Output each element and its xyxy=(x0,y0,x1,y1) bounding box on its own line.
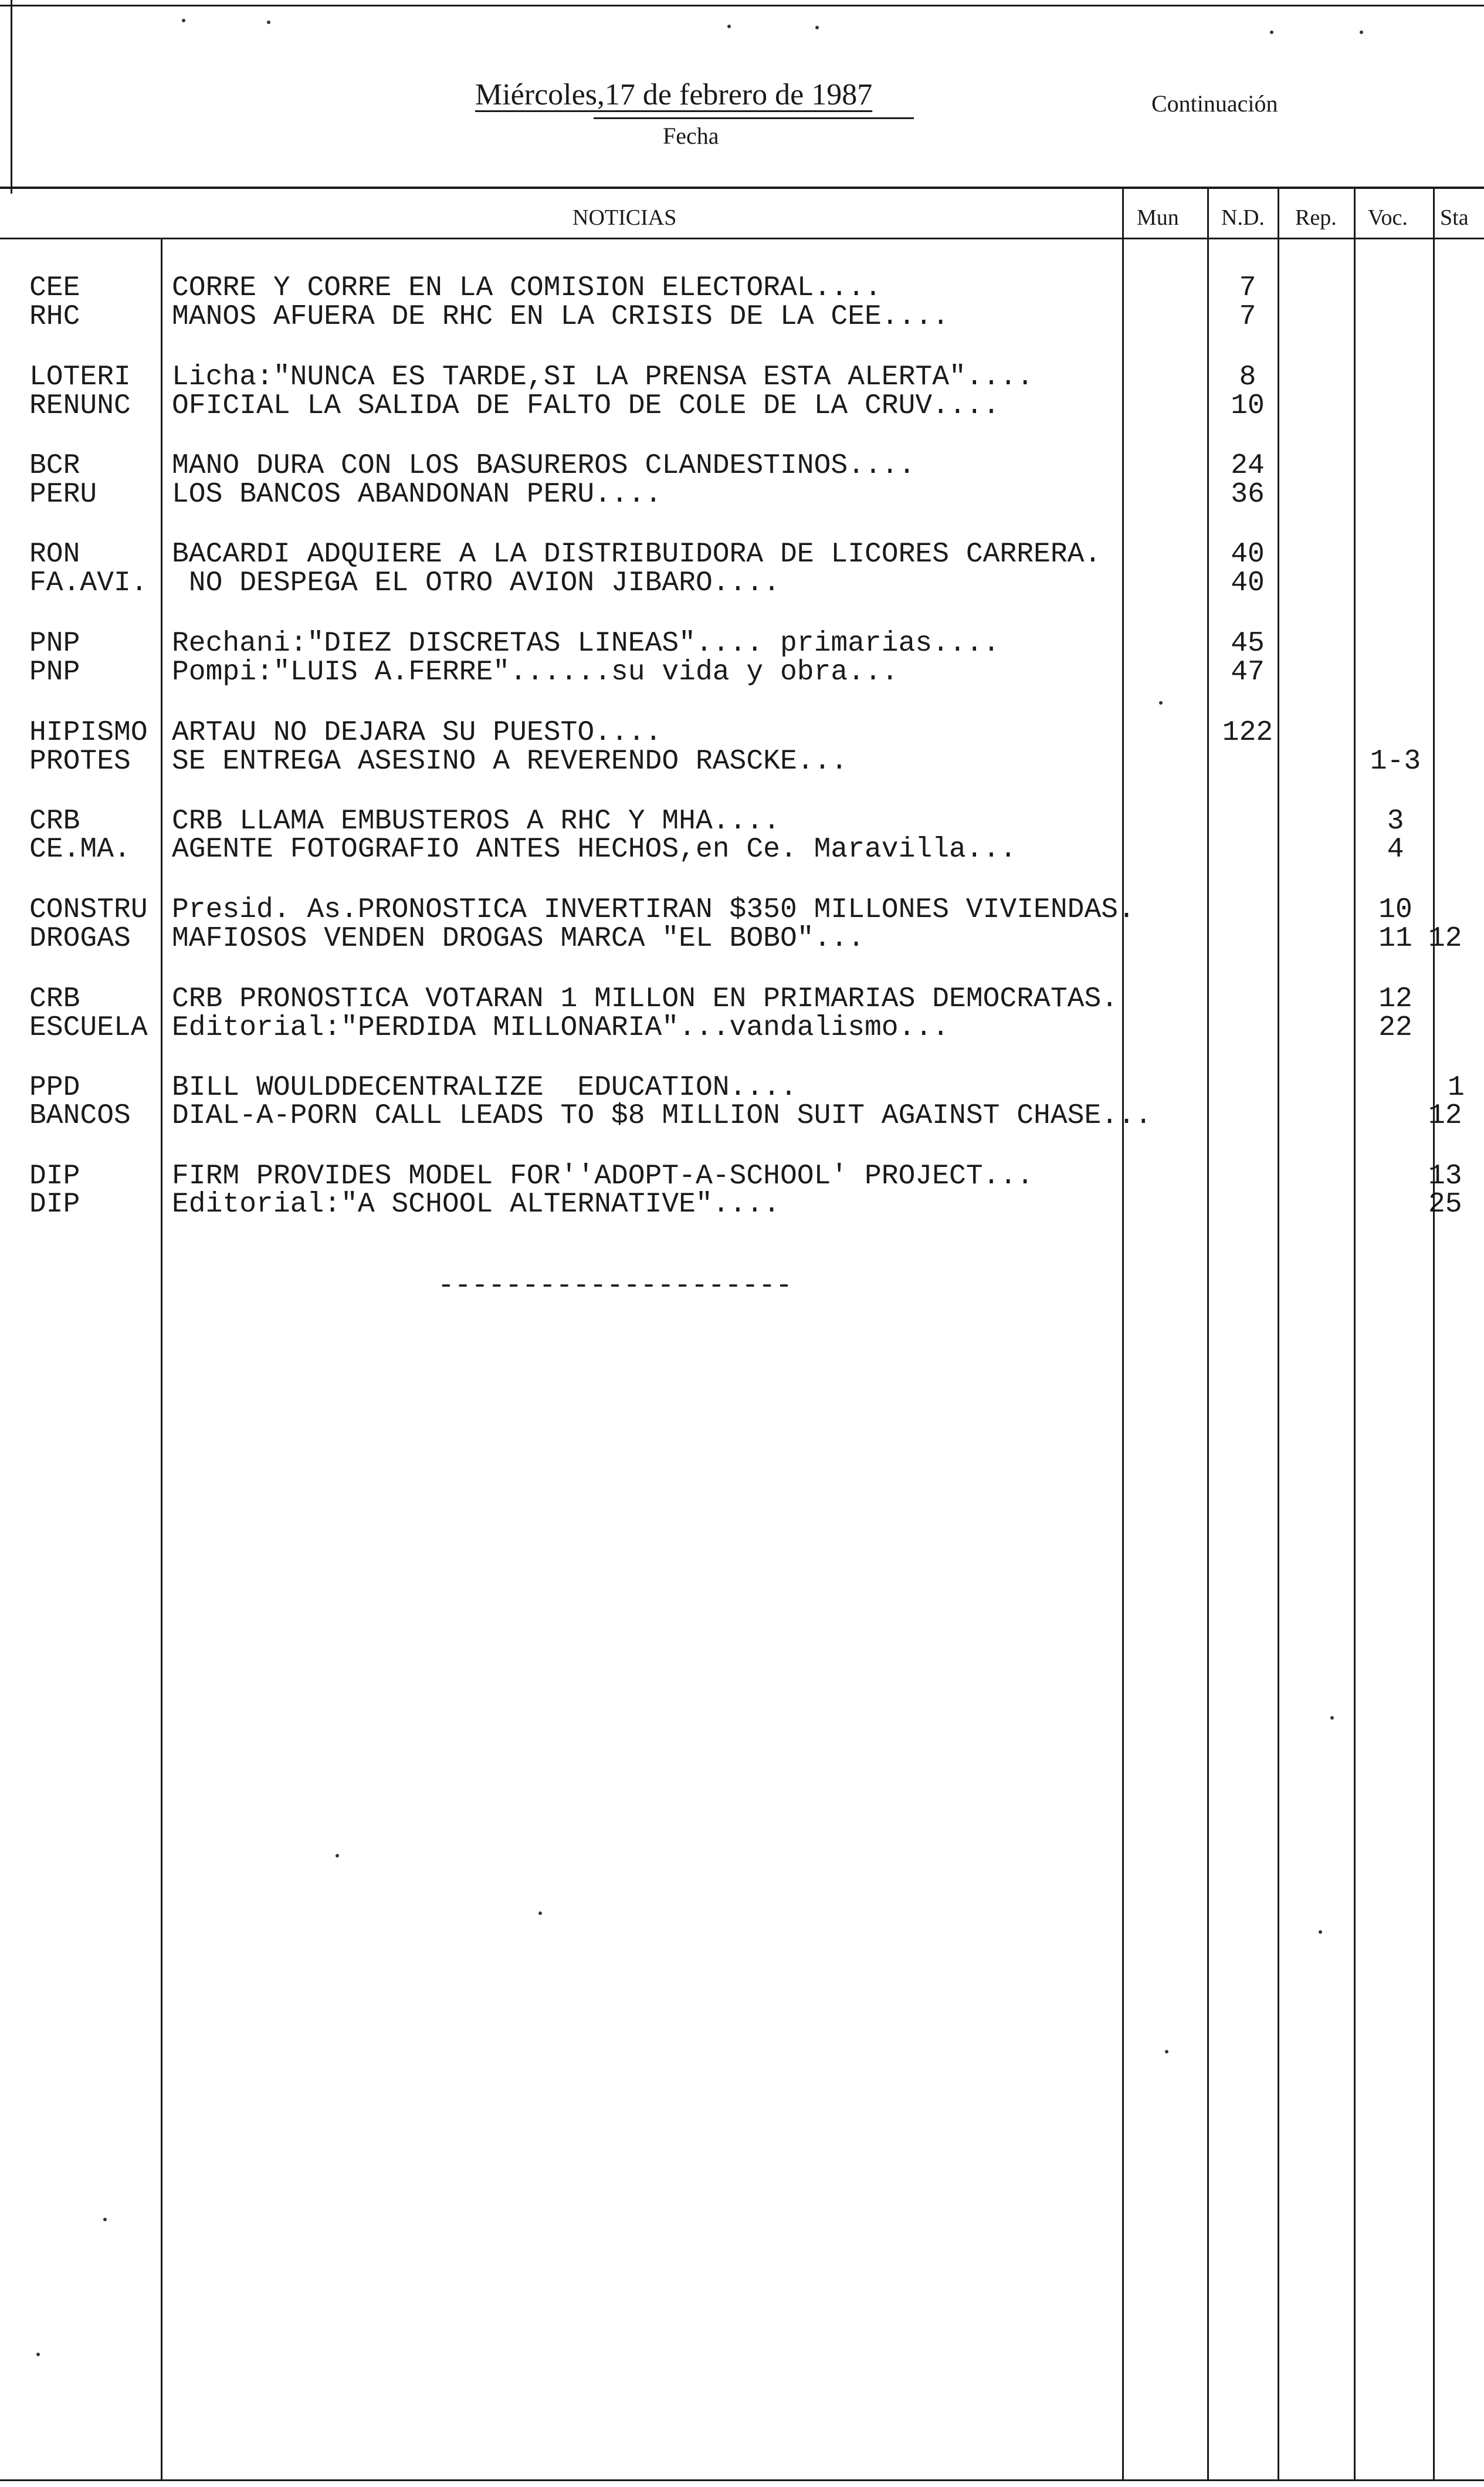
row-code: PPD xyxy=(29,1072,80,1104)
column-header-mun: Mun xyxy=(1137,205,1179,230)
row-nd: 40 xyxy=(1231,539,1265,570)
row-headline: BILL WOULDDECENTRALIZE EDUCATION.... xyxy=(172,1072,797,1104)
scan-speck xyxy=(815,26,819,29)
row-sta: 12 xyxy=(1428,923,1462,955)
scan-speck xyxy=(36,2353,40,2356)
row-code: LOTERI xyxy=(29,361,131,393)
row-nd: 47 xyxy=(1231,657,1265,688)
row-code: RHC xyxy=(29,301,80,333)
row-voc: 22 xyxy=(1378,1012,1412,1044)
column-header-rep: Rep. xyxy=(1295,205,1337,230)
scan-speck xyxy=(1270,31,1273,34)
scan-speck xyxy=(336,1854,339,1857)
row-headline: Rechani:"DIEZ DISCRETAS LINEAS".... primarias.... xyxy=(172,628,1000,659)
scan-speck xyxy=(538,1911,542,1915)
row-code: DROGAS xyxy=(29,923,131,955)
row-sta: 25 xyxy=(1428,1189,1462,1220)
row-nd: 36 xyxy=(1231,479,1265,510)
scan-speck xyxy=(1330,1716,1334,1720)
row-headline: SE ENTREGA ASESINO A REVERENDO RASCKE... xyxy=(172,746,848,777)
row-nd: 24 xyxy=(1231,450,1265,482)
row-code: PROTES xyxy=(29,746,131,777)
row-nd: 45 xyxy=(1231,628,1265,659)
row-headline: Editorial:"PERDIDA MILLONARIA"...vandalismo... xyxy=(172,1012,950,1044)
row-code: HIPISMO xyxy=(29,717,148,749)
date-underline xyxy=(594,117,914,119)
row-code: CRB xyxy=(29,983,80,1015)
end-rule: --------------------- xyxy=(438,1270,792,1302)
row-headline: ARTAU NO DEJARA SU PUESTO.... xyxy=(172,717,662,749)
scan-speck xyxy=(103,2218,107,2221)
row-sta: 13 xyxy=(1428,1160,1462,1192)
row-headline: Presid. As.PRONOSTICA INVERTIRAN $350 MILLONES VIVIENDAS. xyxy=(172,894,1135,926)
scan-speck xyxy=(182,19,185,22)
code-column-rule xyxy=(161,239,162,2481)
column-header-noticias: NOTICIAS xyxy=(572,205,677,230)
row-nd: 10 xyxy=(1231,390,1265,422)
column-header-nd: N.D. xyxy=(1221,205,1265,230)
row-voc: 3 xyxy=(1387,806,1404,837)
row-code: DIP xyxy=(29,1189,80,1220)
row-nd: 8 xyxy=(1239,361,1256,393)
scan-speck xyxy=(267,21,270,24)
row-voc: 1-3 xyxy=(1370,746,1421,777)
voc-column-rule-left xyxy=(1354,189,1356,2481)
row-headline: Pompi:"LUIS A.FERRE"......su vida y obra... xyxy=(172,657,899,688)
row-headline: Licha:"NUNCA ES TARDE,SI LA PRENSA ESTA ALERTA".... xyxy=(172,361,1034,393)
column-header-voc: Voc. xyxy=(1368,205,1408,230)
scan-speck xyxy=(1159,701,1163,705)
row-code: RENUNC xyxy=(29,390,131,422)
scan-speck xyxy=(1360,31,1363,34)
row-headline: FIRM PROVIDES MODEL FOR''ADOPT-A-SCHOOL' PROJECT... xyxy=(172,1160,1034,1192)
row-nd: 7 xyxy=(1239,272,1256,304)
row-voc: 10 xyxy=(1378,894,1412,926)
scan-speck xyxy=(727,25,731,28)
scan-speck xyxy=(1165,2050,1168,2053)
row-code: PNP xyxy=(29,628,80,659)
scan-speck xyxy=(1319,1930,1322,1934)
continuation-label: Continuación xyxy=(1151,90,1278,117)
row-headline: LOS BANCOS ABANDONAN PERU.... xyxy=(172,479,662,510)
row-headline: DIAL-A-PORN CALL LEADS TO $8 MILLION SUIT AGAINST CHASE... xyxy=(172,1100,1152,1132)
row-code: PERU xyxy=(29,479,97,510)
row-sta: 12 xyxy=(1428,1100,1462,1132)
row-nd: 40 xyxy=(1231,567,1265,599)
row-headline: OFICIAL LA SALIDA DE FALTO DE COLE DE LA CRUV.... xyxy=(172,390,1000,422)
row-headline: Editorial:"A SCHOOL ALTERNATIVE".... xyxy=(172,1189,780,1220)
nd-column-rule-left xyxy=(1207,189,1209,2481)
row-code: FA.AVI. xyxy=(29,567,148,599)
row-headline: MAFIOSOS VENDEN DROGAS MARCA "EL BOBO"... xyxy=(172,923,865,955)
column-header-sta: Sta xyxy=(1440,205,1469,230)
row-code: DIP xyxy=(29,1160,80,1192)
row-voc: 11 xyxy=(1378,923,1412,955)
row-nd: 122 xyxy=(1222,717,1273,749)
document-date: Miércoles,17 de febrero de 1987 xyxy=(475,78,873,111)
row-voc: 12 xyxy=(1378,983,1412,1015)
row-headline: BACARDI ADQUIERE A LA DISTRIBUIDORA DE LICORES CARRERA. xyxy=(172,539,1102,570)
row-code: BCR xyxy=(29,450,80,482)
row-headline: CRB LLAMA EMBUSTEROS A RHC Y MHA.... xyxy=(172,806,780,837)
row-sta: 1 xyxy=(1448,1072,1465,1104)
table-top-rule xyxy=(0,187,1484,189)
row-code: ESCUELA xyxy=(29,1012,148,1044)
mun-column-rule-left xyxy=(1122,189,1124,2481)
row-headline: CORRE Y CORRE EN LA COMISION ELECTORAL.... xyxy=(172,272,882,304)
row-nd: 7 xyxy=(1239,301,1256,333)
row-code: PNP xyxy=(29,657,80,688)
top-border xyxy=(0,5,1484,6)
row-headline: MANOS AFUERA DE RHC EN LA CRISIS DE LA CEE.... xyxy=(172,301,950,333)
row-headline: MANO DURA CON LOS BASUREROS CLANDESTINOS.... xyxy=(172,450,916,482)
row-headline: NO DESPEGA EL OTRO AVION JIBARO.... xyxy=(172,567,780,599)
row-headline: AGENTE FOTOGRAFIO ANTES HECHOS,en Ce. Maravilla... xyxy=(172,834,1017,865)
row-headline: CRB PRONOSTICA VOTARAN 1 MILLON EN PRIMARIAS DEMOCRATAS. xyxy=(172,983,1119,1015)
row-code: CRB xyxy=(29,806,80,837)
fecha-label: Fecha xyxy=(663,123,719,149)
row-code: CE.MA. xyxy=(29,834,131,865)
table-header-rule xyxy=(0,238,1484,239)
row-code: CEE xyxy=(29,272,80,304)
left-border xyxy=(11,0,12,194)
row-voc: 4 xyxy=(1387,834,1404,865)
row-code: CONSTRU xyxy=(29,894,148,926)
row-code: BANCOS xyxy=(29,1100,131,1132)
rep-column-rule-left xyxy=(1278,189,1279,2481)
row-code: RON xyxy=(29,539,80,570)
bottom-border xyxy=(0,2479,1484,2481)
sta-column-rule-left xyxy=(1433,189,1435,2481)
